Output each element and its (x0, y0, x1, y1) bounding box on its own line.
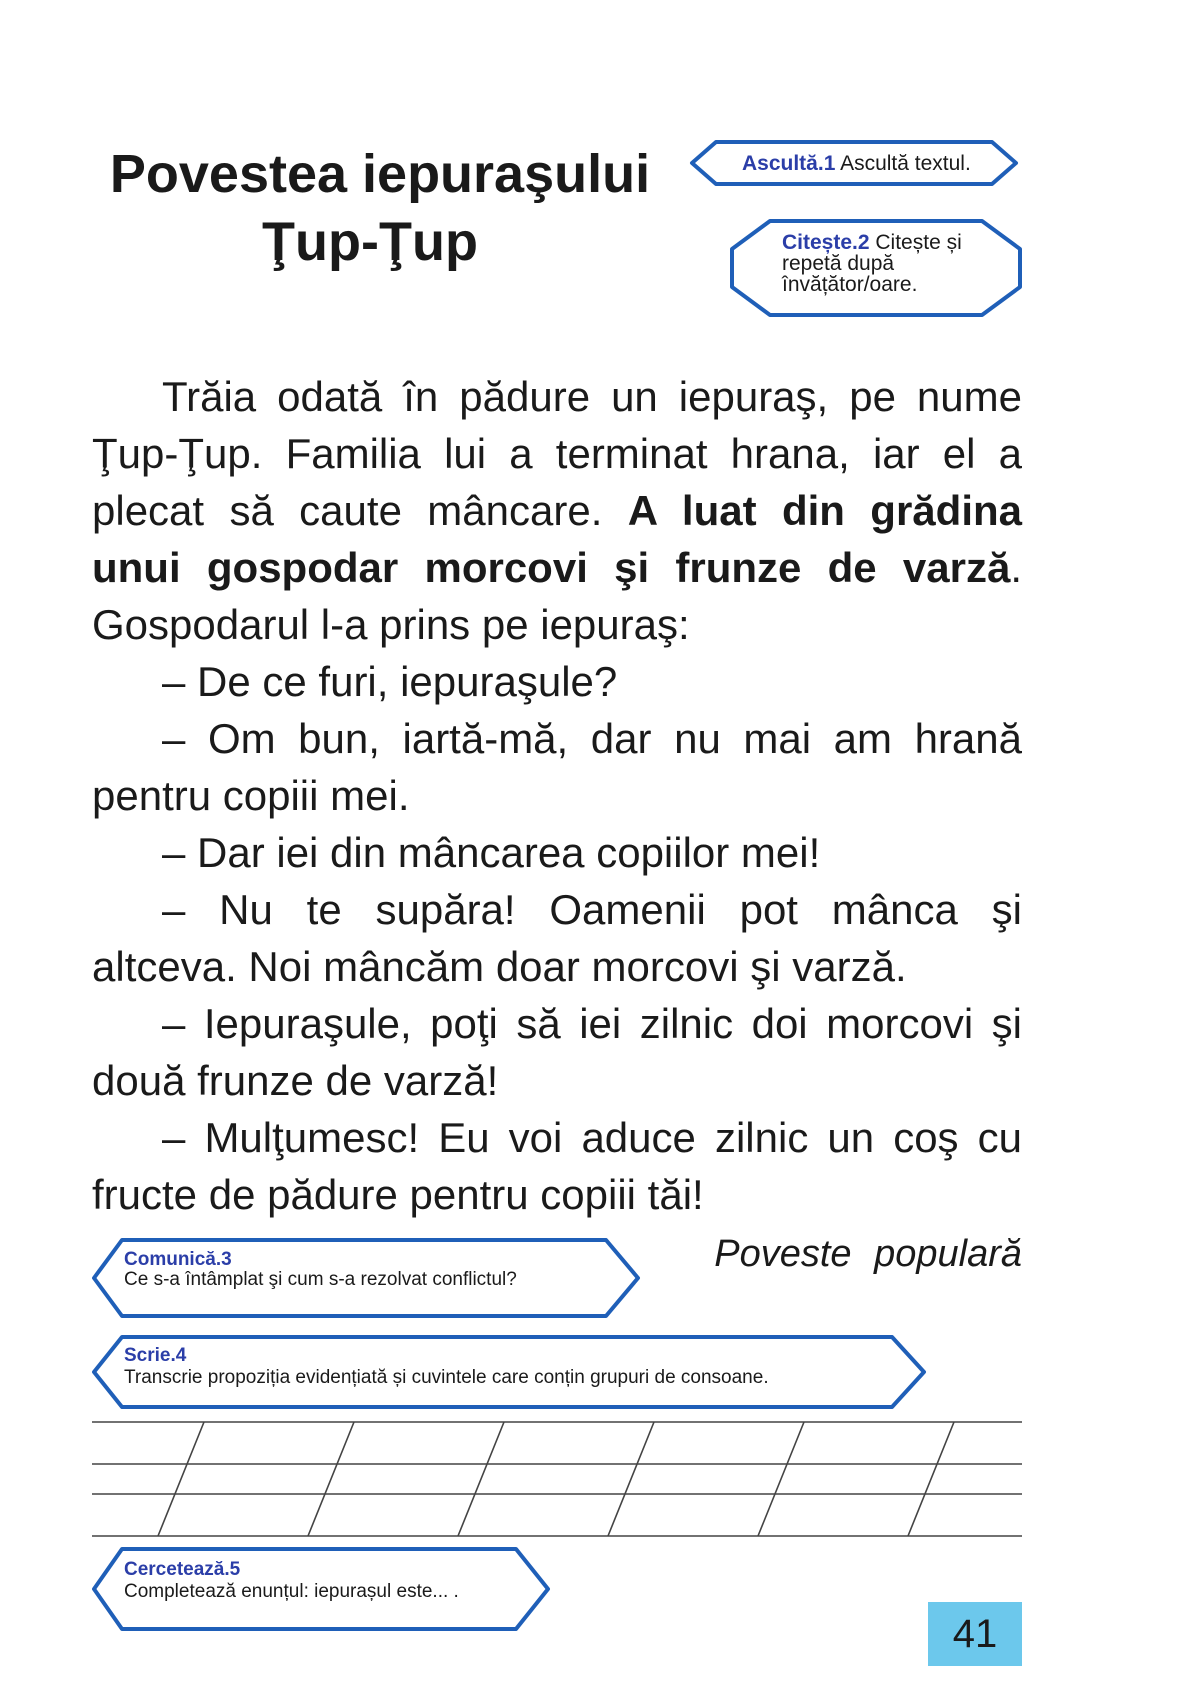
task-scrie-content (124, 1345, 769, 1389)
slant-line (308, 1422, 354, 1536)
task-cerceteaza-content (124, 1559, 459, 1603)
dialogue-line: – De ce furi, iepuraşule? (162, 658, 618, 705)
task-scrie-text: Transcrie propoziția evidențiată și cuvintele care conțin grupuri de consoane. (124, 1367, 769, 1388)
task-scrie-tag: Scrie.4 (124, 1345, 187, 1366)
dialogue-line: – Mulţumesc! Eu voi aduce zilnic un coş cu fructe de pădure pentru copiii tăi! (92, 1114, 1022, 1218)
slant-line (158, 1422, 204, 1536)
story-paragraph-1 (92, 368, 1022, 653)
story-highlighted-sentence: A luat din grădina unui gospodar morcovi şi frunze de varză (92, 487, 1023, 591)
task-cerceteaza-text: Completează enunțul: iepurașul este... . (124, 1581, 459, 1602)
slant-line (908, 1422, 954, 1536)
story-source: Poveste populară (714, 1233, 1022, 1275)
task-asculta-content (742, 152, 971, 176)
slant-line (458, 1422, 504, 1536)
task-cerceteaza-tag: Cercetează.5 (124, 1559, 241, 1580)
task-box-comunica (92, 1238, 640, 1318)
writing-practice-lines[interactable] (92, 1420, 1022, 1540)
task-asculta-text: Ascultă textul. (840, 152, 971, 175)
slant-line (608, 1422, 654, 1536)
task-comunica-text: Ce s-a întâmplat şi cum s-a rezolvat conflictul? (124, 1269, 517, 1290)
story-p1-end: . Gospodarul l-a prins pe iepuraş: (92, 544, 1022, 648)
task-box-asculta (690, 140, 1018, 186)
dialogue-line: – Dar iei din mâncarea copiilor mei! (162, 829, 821, 876)
task-box-citeste (730, 219, 1022, 317)
task-box-cerceteaza (92, 1547, 550, 1631)
task-citeste-content (782, 232, 1002, 295)
task-asculta-tag: Ascultă.1 (742, 152, 836, 175)
slant-line (758, 1422, 804, 1536)
task-citeste-tag: Citește.2 (782, 231, 870, 254)
dialogue-line: – Nu te supăra! Oamenii pot mânca şi altceva. Noi mâncăm doar morcovi şi varză. (92, 886, 1022, 990)
story-title (70, 140, 690, 276)
story-text (92, 368, 1022, 1223)
dialogue-line: – Iepuraşule, poţi să iei zilnic doi morcovi şi două frunze de varză! (92, 1000, 1022, 1104)
task-comunica-content (124, 1250, 517, 1290)
task-comunica-tag: Comunică.3 (124, 1249, 232, 1270)
task-box-scrie (92, 1335, 926, 1409)
title-line-1: Povestea iepuraşului (109, 144, 651, 204)
title-line-2: Ţup-Ţup (262, 212, 478, 272)
task-citeste-text: Citește și repetă după învățător/oare. (782, 231, 962, 296)
story-p1-start: Trăia odată în pădure un iepuraş, pe nume Ţup-Ţup. Familia lui a terminat hrana, iar el a plecat să caute mâncare. (92, 373, 1022, 534)
dialogue-line: – Om bun, iartă-mă, dar nu mai am hrană pentru copiii mei. (92, 715, 1022, 819)
page-number: 41 (928, 1602, 1022, 1666)
